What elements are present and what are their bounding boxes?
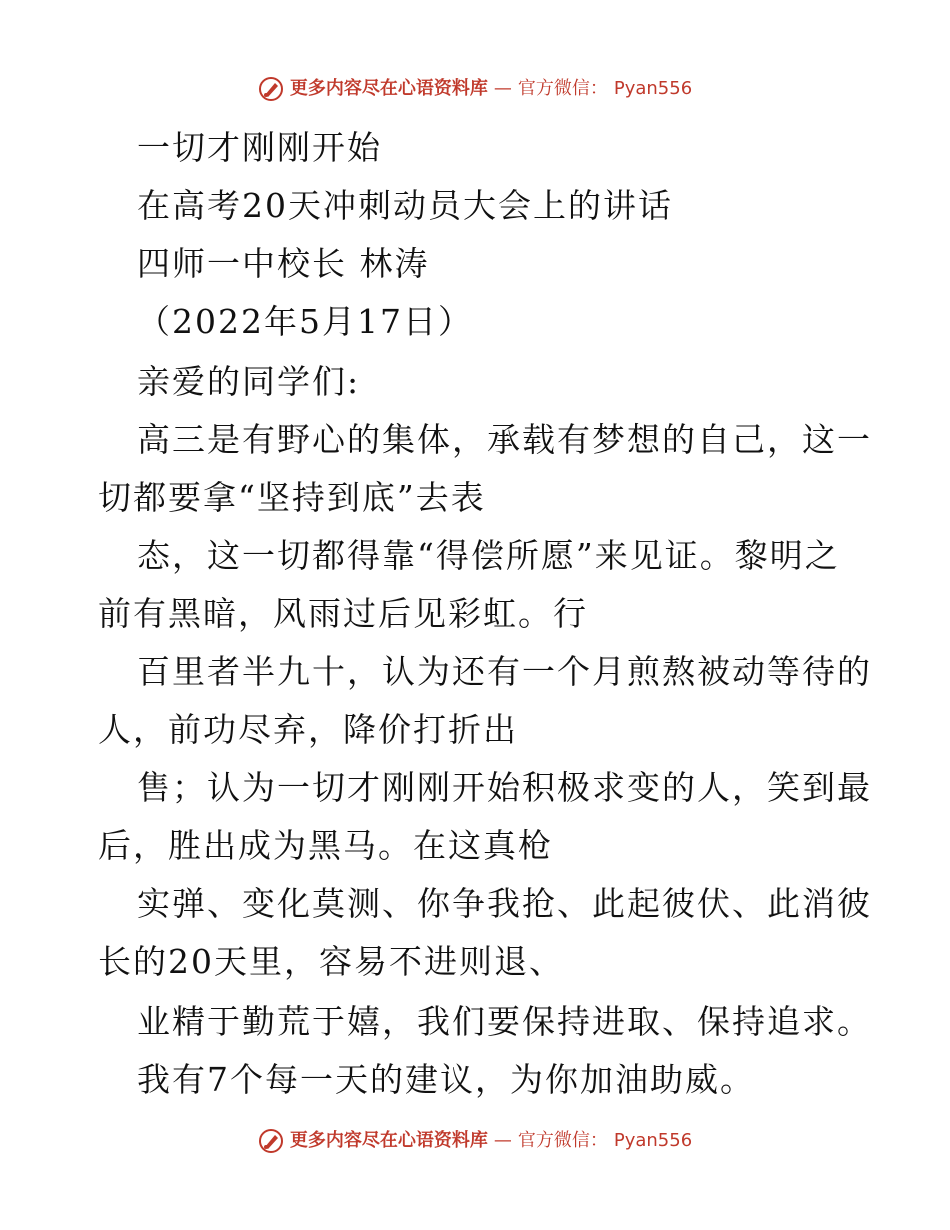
- watermark-dash: —: [493, 78, 512, 99]
- document-title: 一切才刚刚开始: [137, 128, 382, 167]
- paragraph-line: 我有7个每一天的建议，为你加油助威。: [137, 1060, 755, 1099]
- paragraph-line: 高三是有野心的集体，承载有梦想的自己，这一: [137, 420, 872, 459]
- paragraph-line: 切都要拿“坚持到底”去表: [98, 478, 486, 517]
- paragraph-line: 人，前功尽弃，降价打折出: [98, 710, 518, 749]
- watermark-header: [0, 76, 950, 102]
- paragraph-line: 售；认为一切才刚刚开始积极求变的人，笑到最: [137, 768, 872, 807]
- paragraph-line: 后，胜出成为黑马。在这真枪: [98, 826, 553, 865]
- watermark-dash: —: [493, 1130, 512, 1151]
- watermark-wechat-id: Pyan556: [613, 78, 693, 99]
- watermark-wechat-label: 官方微信：: [517, 1130, 608, 1151]
- watermark-footer: [0, 1128, 950, 1154]
- document-date: （2022年5月17日）: [137, 302, 473, 341]
- watermark-wechat-id: Pyan556: [613, 1130, 693, 1151]
- document-greeting: 亲爱的同学们:: [137, 362, 361, 401]
- pen-logo-icon: [258, 76, 284, 102]
- watermark-site-text: 更多内容尽在心语资料库: [289, 1130, 488, 1151]
- paragraph-line: 态，这一切都得靠“得偿所愿”来见证。黎明之: [137, 536, 840, 575]
- paragraph-line: 实弹、变化莫测、你争我抢、此起彼伏、此消彼: [137, 884, 872, 923]
- paragraph-line: 前有黑暗，风雨过后见彩虹。行: [98, 594, 588, 633]
- paragraph-line: 百里者半九十，认为还有一个月煎熬被动等待的: [137, 652, 872, 691]
- document-subtitle: 在高考20天冲刺动员大会上的讲话: [137, 186, 673, 225]
- paragraph-line: 长的20天里，容易不进则退、: [98, 942, 564, 981]
- watermark-wechat-label: 官方微信：: [517, 78, 608, 99]
- document-author: 四师一中校长 林涛: [137, 244, 430, 283]
- watermark-site-text: 更多内容尽在心语资料库: [289, 78, 488, 99]
- paragraph-line: 业精于勤荒于嬉，我们要保持进取、保持追求。: [137, 1002, 872, 1041]
- pen-logo-icon: [258, 1128, 284, 1154]
